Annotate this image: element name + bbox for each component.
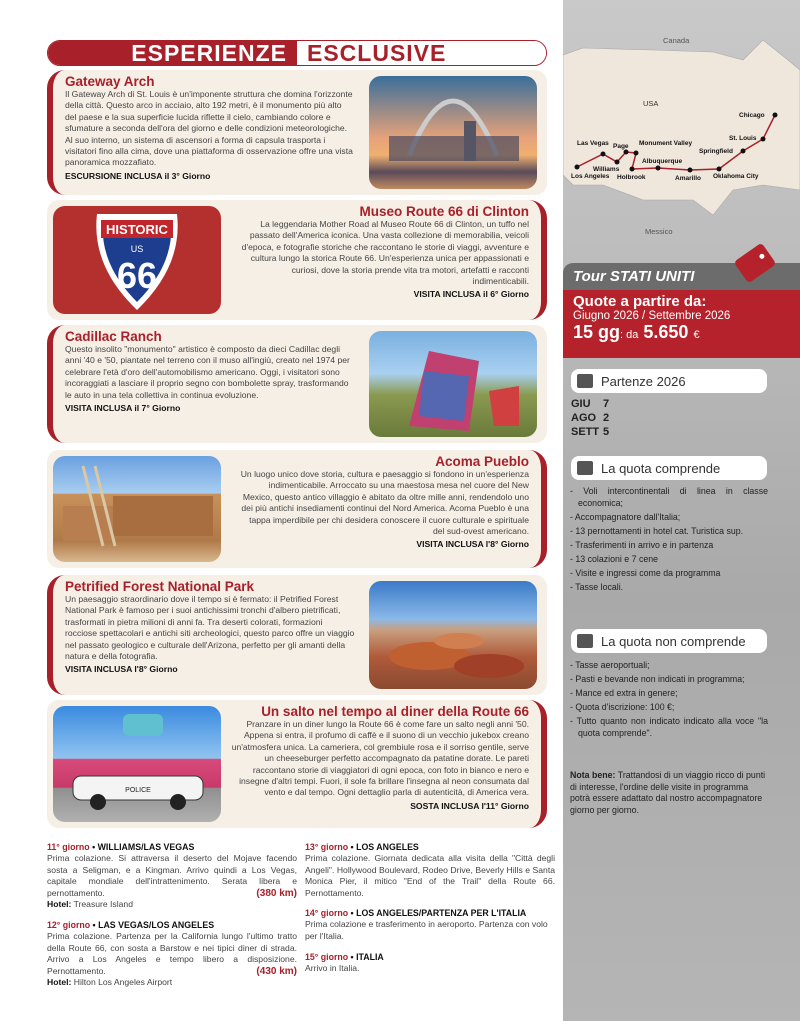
list-item: - 13 pernottamenti in hotel cat. Turistica sup. [570, 525, 744, 536]
dep-days: 5 [603, 426, 610, 438]
petrified-forest-photo [369, 581, 537, 689]
day-number: 11° giorno [47, 842, 90, 852]
card-text: Pranzare in un diner lungo la Route 66 è come fare un salto negli anni '50. Appena si entra, il profumo di caffè e il suono di un vecchio jukebox creano un'atmosfera unica. La cameriera, col grembiule rosa e il sorriso gentile, serve un cheeseburger perfetto accompagnato da patatine dorate. Le pareti raccontano storie di viaggiatori di ogni epoca, con foto in bianco e nero e insegne d'altri tempi. Fuori, il sole fa brillare l'insegna al neon consumata dal vento e dal tempo. Ogni dettaglio parla di autenticità, di America vera. [231, 719, 529, 798]
experience-card [47, 70, 547, 195]
card-title: Un salto nel tempo al diner della Route 66 [261, 704, 529, 719]
sign-us: US [130, 244, 144, 254]
note-label: Nota bene: [570, 770, 616, 780]
hotel-label: Hotel: [47, 899, 72, 910]
experience-card [47, 450, 547, 568]
itinerary-day: 14° giorno • LOS ANGELES/PARTENZA PER L'ITALIA Prima colazione e trasferimento in aeroporto. Partenza con volo per l'Italia. [305, 908, 555, 942]
note [570, 770, 768, 816]
duration: 15 gg [573, 322, 621, 342]
list-item: - Mance ed extra in genere; [570, 688, 678, 698]
city-page: Page [613, 143, 629, 150]
card-included: VISITA INCLUSA l'8° Giorno [65, 664, 178, 675]
day-route: ITALIA [356, 952, 384, 962]
includes-header [571, 456, 767, 480]
card-title: Cadillac Ranch [65, 329, 162, 344]
route66-sign-photo [53, 206, 221, 314]
card-included: VISITA INCLUSA il 7° Giorno [65, 403, 181, 414]
list-item: - Tasse aeroportuali; [570, 660, 650, 670]
banner-right: ESCLUSIVE [297, 41, 546, 65]
includes-list [570, 486, 768, 596]
hotel-name: Treasure Island [73, 899, 133, 910]
dep-month: GIU [571, 398, 591, 410]
card-text: Un luogo unico dove storia, cultura e paesaggio si fondono in un'esperienza indimenticabile. Arroccato su una maestosa mesa nel cuore del New Mexico, questo antico villaggio è abitato da oltre mille anni, rendendolo uno dei più antichi insediamenti continui del Nord America. Acoma Pueblo è una tappa imperdibile per chi desidera conoscere il cuore culturale e spirituale del sud-ovest americano. [240, 469, 529, 537]
section-banner [47, 40, 547, 66]
price: 5.650 [643, 322, 689, 342]
experience-card [47, 575, 547, 695]
list-item: - Trasferimenti in arrivo e in partenza [570, 539, 714, 550]
route-map [563, 0, 800, 260]
card-title: Petrified Forest National Park [65, 579, 255, 594]
day-route: LAS VEGAS/LOS ANGELES [98, 920, 215, 930]
acoma-pueblo-photo [53, 456, 221, 562]
note-text: Trattandosi di un viaggio ricco di punti di interesse, l'ordine delle visite in programma potrà essere adattato dal nostro accompagnatore giorno per giorno. [570, 770, 766, 815]
card-included: SOSTA INCLUSA l'11° Giorno [410, 800, 529, 811]
day-route: LOS ANGELES [356, 842, 419, 852]
police-label: POLICE [125, 787, 151, 794]
card-included: VISITA INCLUSA il 6° Giorno [413, 289, 529, 300]
card-included: VISITA INCLUSA l'8° Giorno [416, 539, 529, 550]
city-los-angeles: Los Angeles [571, 173, 610, 180]
calendar-icon [577, 374, 593, 388]
no-card-icon [577, 634, 593, 648]
dep-month: AGO [571, 412, 597, 424]
city-chicago: Chicago [739, 112, 765, 119]
card-title: Acoma Pueblo [435, 454, 529, 469]
list-item: - Tasse locali. [570, 581, 624, 592]
excludes-title: La quota non comprende [601, 633, 746, 649]
from-label: : da [620, 329, 639, 341]
itinerary-day: 11° giorno • WILLIAMS/LAS VEGAS Prima colazione. Si attraversa il deserto del Mojave facendo sosta a Seligman, e a Kingman. Arrivo quindi a Los Vegas, capitale mondiale dell'intrattenimento. Serata libera e pernottamento. (380 km) Hotel: Treasure Island [47, 842, 297, 910]
city-oklahoma-city: Oklahoma City [713, 173, 759, 180]
quote-dates: Giugno 2026 / Settembre 2026 [573, 310, 731, 322]
city-holbrook: Holbrook [617, 174, 646, 181]
card-text: La leggendaria Mother Road al Museo Route 66 di Clinton, un tuffo nel passato dell'America iconica. Una vasta collezione di memorabilia, veicoli d'epoca, e fotografie storiche che raccontano le storie di viaggi, avventure e cultura lungo la storica Route 66. Un'esperienza unica per appassionati e curiosi, dove la storia prende vita tra motori, artefatti e racconti indimenticabili. [241, 219, 529, 287]
day-distance: (380 km) [256, 887, 297, 899]
map-label-usa: USA [643, 99, 659, 108]
day-number: 12° giorno [47, 920, 91, 930]
list-item: - Accompagnatore dall'Italia; [570, 511, 681, 522]
sign-historic: HISTORIC [106, 222, 168, 237]
departures-list [571, 397, 635, 439]
currency: € [693, 329, 700, 341]
card-title: Museo Route 66 di Clinton [359, 204, 529, 219]
day-number: 13° giorno [305, 842, 349, 852]
list-item: - Tutto quanto non indicato indicato alla voce "la quota comprende". [570, 716, 768, 738]
list-item: - Visite e ingressi come da programma [570, 567, 721, 578]
card-text: Un paesaggio straordinario dove il tempo si è fermato: il Petrified Forest National Park è famoso per i suoi antichissimi tronchi d'albero pietrificati, trasformati in pietra milioni di anni fa. Tra deserti colorati, formazioni rocciose spettacolari e antichi siti archeologici, questo parco offre un viaggio nel passato geologico e culturale dell'Arizona, perfetto per gli amanti della natura e della fotografia. [65, 594, 355, 662]
itinerary-day: 13° giorno • LOS ANGELES Prima colazione. Giornata dedicata alla visita della "Città degli Angeli". Hollywood Boulevard, Rodeo Drive, Beverly Hills e Santa Monica Pier, il mitico "End of the Trail" della Route 66. Pernottamento. [305, 842, 555, 898]
dep-days: 2 [603, 412, 610, 424]
gateway-arch-photo [369, 76, 537, 189]
day-distance: (430 km) [256, 965, 297, 977]
city-springfield: Springfield [699, 148, 733, 155]
list-item: - Pasti e bevande non indicati in programma; [570, 674, 745, 684]
map-label-messico: Messico [645, 227, 673, 236]
hotel-name: Hilton Los Angeles Airport [73, 977, 173, 988]
experience-card [47, 200, 547, 320]
list-item: - 13 colazioni e 7 cene [570, 553, 659, 564]
map-label-canada: Canada [663, 36, 690, 45]
dep-days: 7 [603, 398, 610, 410]
card-title: Gateway Arch [65, 74, 155, 89]
card-text: Questo insolito "monumento" artistico è composto da dieci Cadillac degli anni '40 e '50, piantate nel terreno con il muso all'ingiù, creato nel 1974 per celebrare l'età d'oro dell'automobilismo americano. Oggi, i visitatori sono incoraggiati a lasciare il proprio segno con bombolette spray, trasformando le auto in una tela collettiva in continua evoluzione. [65, 344, 350, 400]
list-item: - Voli intercontinentali di linea in classe economica; [570, 486, 768, 508]
day-text: Arrivo in Italia. [305, 963, 360, 974]
itinerary-day: 15° giorno • ITALIA Arrivo in Italia. [305, 952, 555, 975]
card-text: Il Gateway Arch di St. Louis è un'imponente struttura che domina l'orizzonte della città. Questo arco in acciaio, alto 192 metri, è il monumento più alto del paese e la sua superficie lucida riflette il cielo, cambiando colore e sfumature a seconda dell'ora del giorno e delle condizioni meteorologiche. Al suo interno, un sistema di ascensori a forma di capsula trasporta i visitatori fino alla cima, dove una piattaforma di osservazione offre una vista panoramica mozzafiato. [65, 89, 353, 168]
quote-title: Quote a partire da: [573, 293, 707, 310]
price-box [563, 290, 800, 358]
day-number: 15° giorno [305, 952, 349, 962]
sign-66: 66 [116, 255, 158, 296]
checklist-icon [577, 461, 593, 475]
city-albuquerque: Albuquerque [642, 158, 683, 165]
city-williams: Williams [593, 166, 620, 173]
excludes-list [570, 660, 768, 742]
excludes-header [571, 629, 767, 653]
city-las-vegas: Las Vegas [577, 140, 609, 147]
itinerary-day: 12° giorno • LAS VEGAS/LOS ANGELES Prima colazione. Partenza per la California lungo l'ultimo tratto della Route 66, con sosta a Barstow e nei tipici diner di strada. Arrivo a Los Angeles e tempo libero a disposizione. Pernottamento. (430 km) Hotel: Hilton Los Angeles Airport [47, 920, 297, 988]
experience-card [47, 700, 547, 828]
day-number: 14° giorno [305, 908, 349, 918]
banner-left: ESPERIENZE [48, 41, 297, 65]
cadillac-ranch-photo [369, 331, 537, 437]
dep-month: SETT [571, 426, 600, 438]
city-amarillo: Amarillo [675, 175, 702, 182]
day-route: LOS ANGELES/PARTENZA PER L'ITALIA [356, 908, 527, 918]
card-included: ESCURSIONE INCLUSA il 3° Giorno [65, 170, 211, 181]
city-st-louis: St. Louis [729, 135, 757, 142]
day-text: Prima colazione. Si attraversa il deserto del Mojave facendo sosta a Seligman, e a Kingman. Arrivo quindi a Los Vegas, capitale mondiale dell'intrattenimento. Serata libera e pernottamento. (380 km) [47, 853, 297, 899]
departures-title: Partenze 2026 [601, 373, 686, 389]
day-text: Prima colazione. Giornata dedicata alla visita della "Città degli Angeli". Hollywood Boulevard, Rodeo Drive, Beverly Hills e Santa Monica Pier, il mitico "End of the Trail" della Route 66. Pernottamento. [305, 853, 555, 898]
day-text: Prima colazione e trasferimento in aeroporto. Partenza con volo per l'Italia. [305, 919, 548, 941]
departures-header [571, 369, 767, 393]
includes-title: La quota comprende [601, 460, 721, 476]
experience-card [47, 325, 547, 443]
city-monument-valley: Monument Valley [639, 140, 693, 147]
list-item: - Quota d'iscrizione: 100 €; [570, 702, 675, 712]
tour-title: Tour STATI UNITI [563, 263, 800, 290]
route66-diner-photo [53, 706, 221, 822]
day-text: Prima colazione. Partenza per la California lungo l'ultimo tratto della Route 66, con sosta a Barstow e nei tipici diner di strada. Arrivo a Los Angeles e tempo libero a disposizione. Pernottamento. (430 km) [47, 931, 297, 977]
day-route: WILLIAMS/LAS VEGAS [97, 842, 195, 852]
hotel-label: Hotel: [47, 977, 72, 988]
